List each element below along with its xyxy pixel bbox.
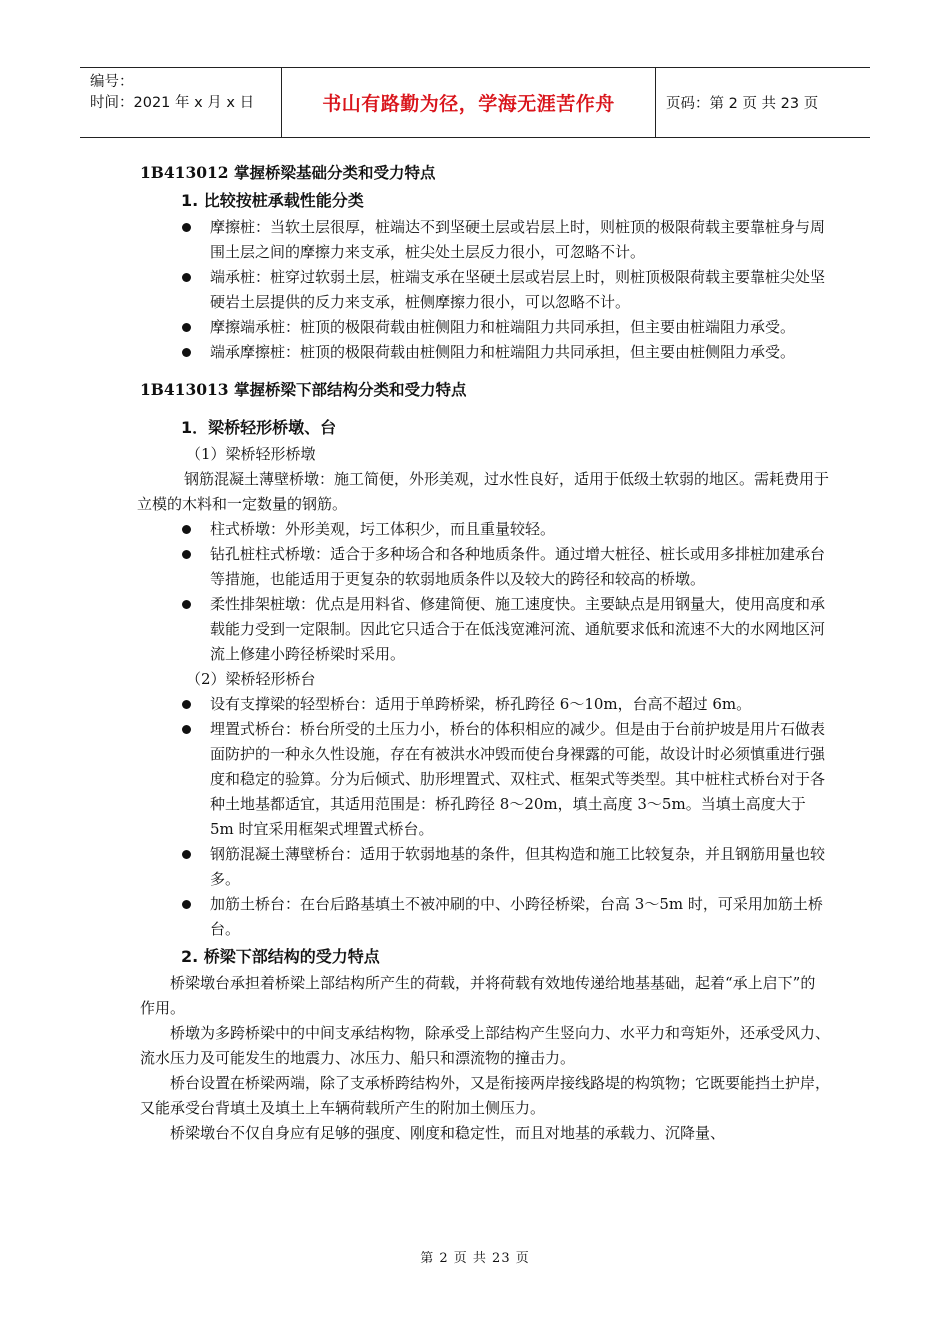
bullet-icon <box>182 900 191 909</box>
document-number-label: 编号： <box>90 74 134 90</box>
header-meta <box>80 68 282 137</box>
light-abutment-label: （2）梁桥轻形桥台 <box>186 670 316 688</box>
bullet-icon <box>182 273 191 282</box>
section-title-foundation: 1B413012 掌握桥梁基础分类和受力特点 <box>140 163 436 182</box>
page-footer: 第 2 页 共 23 页 <box>420 1251 530 1266</box>
bullet-icon <box>182 348 191 357</box>
document-date-label: 时间：2021 年 x 月 x 日 <box>90 95 255 111</box>
pier-type-list <box>140 517 830 667</box>
subsection-title-light-piers: 1．梁桥轻形桥墩、台 <box>181 418 337 437</box>
list-item: 摩擦端承桩：桩顶的极限荷载由桩侧阻力和桩端阻力共同承担，但主要由桩端阻力承受。 <box>140 315 830 340</box>
list-item: 端承桩：桩穿过软弱土层，桩端支承在坚硬土层或岩层上时，则桩顶极限荷载主要靠桩尖处坚硬岩土层提供的反力来支承，桩侧摩擦力很小，可以忽略不计。 <box>140 265 830 315</box>
body-paragraph: 桥梁墩台不仅自身应有足够的强度、刚度和稳定性，而且对地基的承载力、沉降量、 <box>170 1124 726 1142</box>
list-item: 摩擦桩：当软土层很厚，桩端达不到坚硬土层或岩层上时，则桩顶的极限荷载主要靠桩身与周围土层之间的摩擦力来支承，桩尖处土层反力很小，可忽略不计。 <box>140 215 830 265</box>
list-item: 柱式桥墩：外形美观，圬工体积少，而且重量较轻。 <box>140 517 830 542</box>
thin-wall-pier-paragraph: 钢筋混凝土薄壁桥墩：施工简便，外形美观，过水性良好，适用于低级土软弱的地区。需耗费用于立模的木料和一定数量的钢筋。 <box>137 470 830 513</box>
pile-type-list <box>140 215 830 365</box>
bullet-icon <box>182 850 191 859</box>
page-header <box>80 67 870 138</box>
list-item: 钻孔桩柱式桥墩：适合于多种场合和各种地质条件。通过增大桩径、桩长或用多排桩加建承台等措施，也能适用于更复杂的软弱地质条件以及较大的跨径和较高的桥墩。 <box>140 542 830 592</box>
bullet-icon <box>182 600 191 609</box>
abutment-type-list <box>140 692 830 942</box>
subsection-title-force-characteristics: 2. 桥梁下部结构的受力特点 <box>181 947 380 966</box>
list-item: 设有支撑梁的轻型桥台：适用于单跨桥梁，桥孔跨径 6～10m，台高不超过 6m。 <box>140 692 830 717</box>
bullet-icon <box>182 550 191 559</box>
body-paragraph: 桥梁墩台承担着桥梁上部结构所产生的荷载，并将荷载有效地传递给地基基础，起着“承上启下”的作用。 <box>140 974 816 1017</box>
list-item: 端承摩擦桩：桩顶的极限荷载由桩侧阻力和桩端阻力共同承担，但主要由桩侧阻力承受。 <box>140 340 830 365</box>
bullet-icon <box>182 525 191 534</box>
header-motto: 书山有路勤为径，学海无涯苦作舟 <box>282 68 656 137</box>
body-paragraph: 桥墩为多跨桥梁中的中间支承结构物，除承受上部结构产生竖向力、水平力和弯矩外，还承受风力、流水压力及可能发生的地震力、冰压力、船只和漂流物的撞击力。 <box>140 1024 831 1067</box>
section-title-substructure: 1B413013 掌握桥梁下部结构分类和受力特点 <box>140 380 467 399</box>
list-item: 柔性排架桩墩：优点是用料省、修建简便、施工速度快。主要缺点是用钢量大，使用高度和承载能力受到一定限制。因此它只适合于在低浅宽滩河流、通航要求低和流速不大的水网地区河流上修建小跨径桥梁时采用。 <box>140 592 830 667</box>
list-item: 钢筋混凝土薄壁桥台：适用于软弱地基的条件，但其构造和施工比较复杂，并且钢筋用量也较多。 <box>140 842 830 892</box>
document-body <box>137 158 831 1146</box>
light-pier-label: （1）梁桥轻形桥墩 <box>186 445 316 463</box>
header-page-number: 页码：第 2 页 共 23 页 <box>666 96 819 112</box>
list-item: 埋置式桥台：桥台所受的土压力小，桥台的体积相应的减少。但是由于台前护坡是用片石做表面防护的一种永久性设施，存在有被洪水冲毁而使台身裸露的可能，故设计时必须慎重进行强度和稳定的验算。分为后倾式、肋形埋置式、双柱式、框架式等类型。其中桩柱式桥台对于各种土地基都适宜，其适用范围是：桥孔跨径 8～20m，填土高度 3～5m。当填土高度大于 5m 时宜采用框架式埋置式桥台。 <box>140 717 830 842</box>
subsection-title-pile-classification: 1. 比较按桩承载性能分类 <box>181 191 364 210</box>
bullet-icon <box>182 223 191 232</box>
body-paragraph: 桥台设置在桥梁两端，除了支承桥跨结构外，又是衔接两岸接线路堤的构筑物；它既要能挡土护岸，又能承受台背填土及填土上车辆荷载所产生的附加土侧压力。 <box>140 1074 831 1117</box>
bullet-icon <box>182 700 191 709</box>
bullet-icon <box>182 323 191 332</box>
bullet-icon <box>182 725 191 734</box>
list-item: 加筋土桥台：在台后路基填土不被冲刷的中、小跨径桥梁，台高 3～5m 时，可采用加筋土桥台。 <box>140 892 830 942</box>
